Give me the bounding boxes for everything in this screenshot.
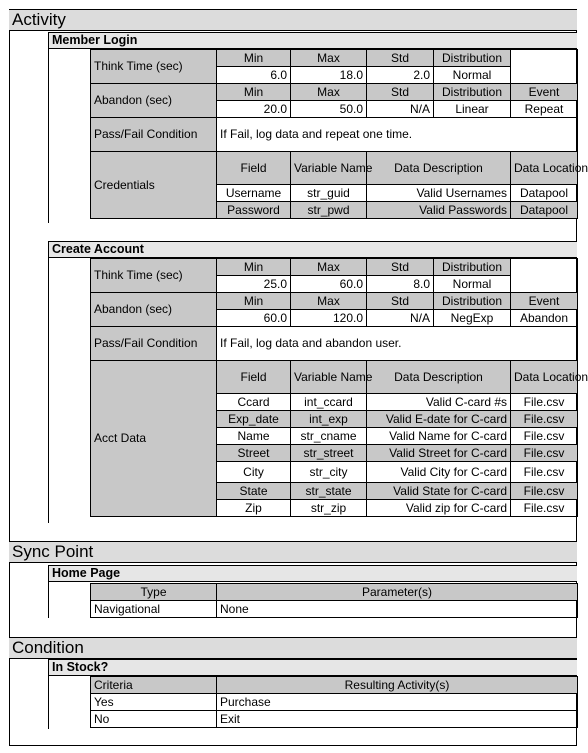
- location-cell: File.csv: [511, 394, 578, 411]
- variable-cell: str_state: [291, 483, 367, 500]
- field-cell: Zip: [217, 500, 291, 517]
- variable-cell: str_zip: [291, 500, 367, 517]
- col-header-field: Field: [217, 152, 291, 185]
- variable-cell: str_guid: [291, 185, 367, 202]
- field-cell: Exp_date: [217, 411, 291, 428]
- empty-cell: [511, 259, 578, 293]
- col-header-data-description: Data Description: [367, 152, 511, 185]
- col-header-variable-name: Variable Name: [291, 361, 367, 394]
- description-cell: Valid Street for C-card: [367, 445, 511, 462]
- home-page-table: [90, 583, 578, 618]
- pass-fail-text: If Fail, log data and abandon user.: [217, 327, 578, 361]
- type-cell: Navigational: [91, 601, 217, 618]
- think-time-distribution: Normal: [434, 276, 511, 293]
- col-header-variable-name: Variable Name: [291, 152, 367, 185]
- location-cell: File.csv: [511, 462, 578, 483]
- abandon-max: 120.0: [291, 310, 367, 327]
- parameters-cell: None: [217, 601, 578, 618]
- field-cell: City: [217, 462, 291, 483]
- abandon-distribution: NegExp: [434, 310, 511, 327]
- description-cell: Valid C-card #s: [367, 394, 511, 411]
- indent-bar: [48, 258, 90, 523]
- variable-cell: int_ccard: [291, 394, 367, 411]
- subsection-in-stock: In Stock?: [48, 659, 577, 676]
- abandon-std: N/A: [367, 101, 434, 118]
- col-header-std: Std: [367, 50, 434, 67]
- col-header-std: Std: [367, 84, 434, 101]
- indent-bar: [48, 49, 90, 223]
- col-header-max: Max: [291, 259, 367, 276]
- col-header-resulting-activity: Resulting Activity(s): [217, 677, 578, 694]
- location-cell: File.csv: [511, 411, 578, 428]
- variable-cell: int_exp: [291, 411, 367, 428]
- section-header-condition: Condition: [9, 637, 577, 659]
- description-cell: Valid Passwords: [367, 202, 511, 219]
- table-row: [91, 711, 578, 728]
- location-cell: File.csv: [511, 500, 578, 517]
- col-header-data-location: Data Location: [511, 152, 578, 185]
- table-row: [91, 694, 578, 711]
- location-cell: File.csv: [511, 483, 578, 500]
- field-cell: Username: [217, 185, 291, 202]
- abandon-distribution: Linear: [434, 101, 511, 118]
- variable-cell: str_pwd: [291, 202, 367, 219]
- description-cell: Valid zip for C-card: [367, 500, 511, 517]
- description-cell: Valid Name for C-card: [367, 428, 511, 445]
- pass-fail-label: Pass/Fail Condition: [91, 327, 217, 361]
- field-cell: Password: [217, 202, 291, 219]
- pass-fail-label: Pass/Fail Condition: [91, 118, 217, 152]
- location-cell: File.csv: [511, 428, 578, 445]
- abandon-std: N/A: [367, 310, 434, 327]
- think-time-std: 2.0: [367, 67, 434, 84]
- empty-cell: [511, 50, 578, 84]
- variable-cell: str_city: [291, 462, 367, 483]
- think-time-std: 8.0: [367, 276, 434, 293]
- col-header-max: Max: [291, 84, 367, 101]
- description-cell: Valid State for C-card: [367, 483, 511, 500]
- acct-data-label: Acct Data: [91, 361, 217, 517]
- abandon-min: 20.0: [217, 101, 291, 118]
- credentials-label: Credentials: [91, 152, 217, 219]
- col-header-max: Max: [291, 50, 367, 67]
- col-header-field: Field: [217, 361, 291, 394]
- criteria-cell: Yes: [91, 694, 217, 711]
- think-time-label: Think Time (sec): [91, 50, 217, 84]
- col-header-data-description: Data Description: [367, 361, 511, 394]
- abandon-event: Repeat: [511, 101, 578, 118]
- field-cell: Street: [217, 445, 291, 462]
- variable-cell: str_street: [291, 445, 367, 462]
- member-login-table: [90, 49, 588, 219]
- create-account-table: [90, 258, 588, 517]
- abandon-min: 60.0: [217, 310, 291, 327]
- location-cell: Datapool: [511, 202, 578, 219]
- col-header-distribution: Distribution: [434, 84, 511, 101]
- think-time-min: 25.0: [217, 276, 291, 293]
- indent-bar: [48, 676, 90, 729]
- think-time-max: 60.0: [291, 276, 367, 293]
- subsection-home-page: Home Page: [48, 565, 577, 582]
- col-header-min: Min: [217, 293, 291, 310]
- think-time-min: 6.0: [217, 67, 291, 84]
- in-stock-table: [90, 676, 578, 728]
- abandon-max: 50.0: [291, 101, 367, 118]
- think-time-label: Think Time (sec): [91, 259, 217, 293]
- col-header-min: Min: [217, 259, 291, 276]
- col-header-parameters: Parameter(s): [217, 584, 578, 601]
- think-time-distribution: Normal: [434, 67, 511, 84]
- section-header-activity: Activity: [9, 9, 577, 31]
- col-header-event: Event: [511, 293, 578, 310]
- variable-cell: str_cname: [291, 428, 367, 445]
- col-header-std: Std: [367, 259, 434, 276]
- col-header-max: Max: [291, 293, 367, 310]
- col-header-min: Min: [217, 84, 291, 101]
- subsection-create-account: Create Account: [48, 241, 577, 258]
- col-header-std: Std: [367, 293, 434, 310]
- result-cell: Purchase: [217, 694, 578, 711]
- location-cell: Datapool: [511, 185, 578, 202]
- location-cell: File.csv: [511, 445, 578, 462]
- col-header-distribution: Distribution: [434, 259, 511, 276]
- abandon-event: Abandon: [511, 310, 578, 327]
- col-header-criteria: Criteria: [91, 677, 217, 694]
- table-row: [91, 601, 578, 618]
- col-header-distribution: Distribution: [434, 50, 511, 67]
- description-cell: Valid City for C-card: [367, 462, 511, 483]
- result-cell: Exit: [217, 711, 578, 728]
- abandon-label: Abandon (sec): [91, 293, 217, 327]
- col-header-distribution: Distribution: [434, 293, 511, 310]
- description-cell: Valid Usernames: [367, 185, 511, 202]
- pass-fail-text: If Fail, log data and repeat one time.: [217, 118, 578, 152]
- col-header-data-location: Data Location: [511, 361, 578, 394]
- abandon-label: Abandon (sec): [91, 84, 217, 118]
- subsection-member-login: Member Login: [48, 32, 577, 49]
- description-cell: Valid E-date for C-card: [367, 411, 511, 428]
- criteria-cell: No: [91, 711, 217, 728]
- col-header-min: Min: [217, 50, 291, 67]
- field-cell: Name: [217, 428, 291, 445]
- indent-bar: [48, 582, 90, 618]
- field-cell: State: [217, 483, 291, 500]
- section-header-sync-point: Sync Point: [9, 541, 577, 563]
- field-cell: Ccard: [217, 394, 291, 411]
- think-time-max: 18.0: [291, 67, 367, 84]
- col-header-event: Event: [511, 84, 578, 101]
- col-header-type: Type: [91, 584, 217, 601]
